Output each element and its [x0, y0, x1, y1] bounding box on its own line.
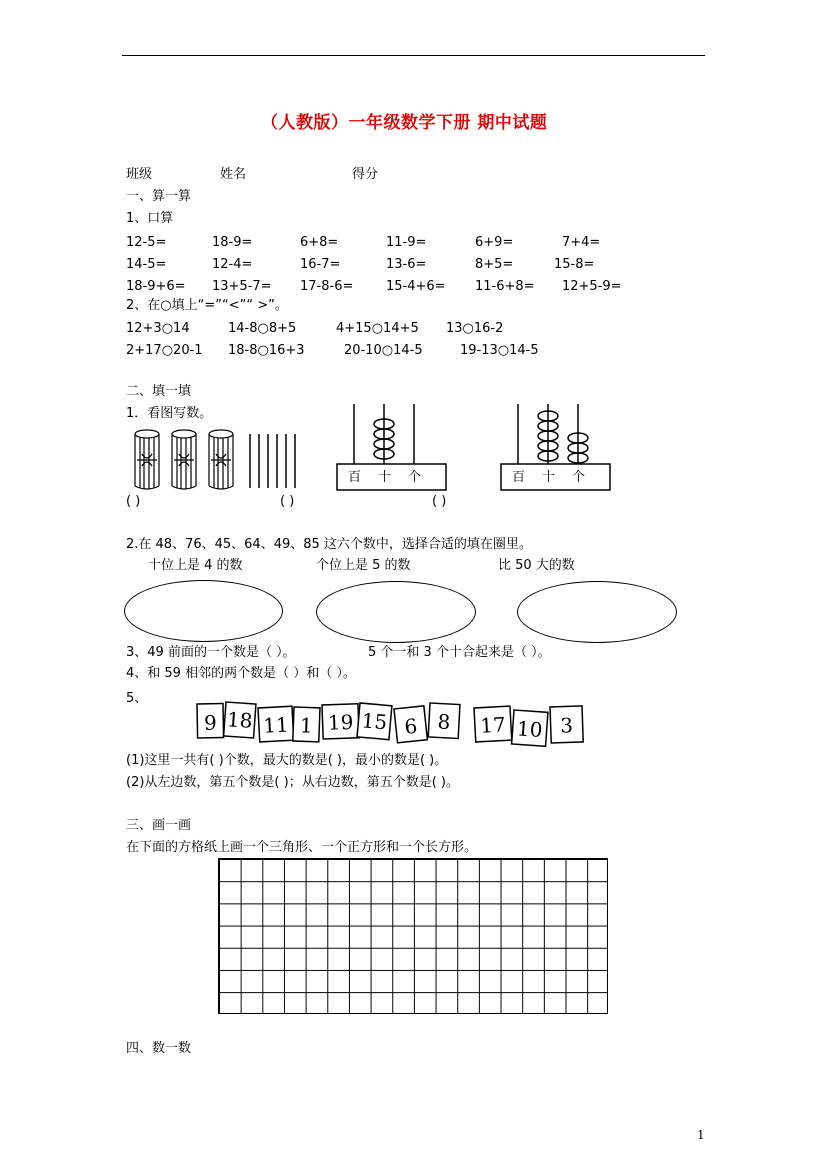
- svg-text:11: 11: [262, 712, 290, 738]
- answer-ellipse[interactable]: [517, 581, 677, 643]
- calc-item: 11-6+8=: [475, 279, 535, 294]
- number-card: [322, 704, 359, 739]
- section1-heading: 一、算一算: [126, 189, 192, 204]
- page-title: （人教版）一年级数学下册 期中试题: [261, 113, 548, 133]
- score-label: 得分: [352, 167, 379, 182]
- compare-item: 18-8○16+3: [228, 343, 305, 358]
- compare-item: 19-13○14-5: [460, 343, 539, 358]
- stick-bundles-figure: [128, 428, 308, 492]
- abacus1-label-hundreds: 百: [348, 470, 362, 485]
- section2-heading: 二、填一填: [126, 384, 192, 399]
- calc-item: 18-9=: [212, 235, 253, 250]
- svg-text:3: 3: [559, 713, 574, 738]
- number-card: [428, 703, 460, 739]
- section3-question: 在下面的方格纸上画一个三角形、一个正方形和一个长方形。: [126, 840, 478, 855]
- section3-heading: 三、画一画: [126, 818, 192, 833]
- svg-text:1: 1: [299, 713, 314, 738]
- name-label: 姓名: [220, 167, 247, 182]
- section4-heading: 四、数一数: [126, 1041, 192, 1056]
- section1-q2: 2、在○填上“=”“<”“ >”。: [126, 298, 288, 313]
- drawing-grid[interactable]: [218, 858, 608, 1014]
- number-card: [512, 710, 548, 746]
- class-label: 班级: [126, 167, 153, 182]
- calc-item: 12-4=: [212, 257, 253, 272]
- abacus1-label-ones: 个: [408, 470, 422, 485]
- single-sticks-icon: [250, 434, 295, 488]
- answer-ellipse[interactable]: [316, 581, 476, 643]
- category-label: 比 50 大的数: [498, 558, 575, 573]
- compare-item: 14-8○8+5: [228, 321, 297, 336]
- calc-item: 16-7=: [300, 257, 341, 272]
- svg-text:17: 17: [479, 712, 507, 738]
- number-cards-figure: [192, 700, 592, 750]
- compare-item: 20-10○14-5: [344, 343, 423, 358]
- calc-item: 17-8-6=: [300, 279, 354, 294]
- section2-q2: 2.在 48、76、45、64、49、85 这六个数中，选择合适的填在圈里。: [126, 537, 532, 552]
- calc-item: 7+4=: [562, 235, 601, 250]
- number-card: [224, 702, 256, 738]
- calc-item: 12+5-9=: [562, 279, 622, 294]
- number-card: [197, 704, 224, 738]
- section2-q5: 5、: [126, 691, 148, 706]
- number-card: [293, 707, 320, 742]
- compare-item: 4+15○14+5: [336, 321, 419, 336]
- abacus2-label-hundreds: 百: [512, 470, 526, 485]
- section2-q5a: (1)这里一共有( )个数，最大的数是( )，最小的数是( )。: [126, 753, 448, 768]
- calc-item: 15-8=: [554, 257, 595, 272]
- svg-text:9: 9: [203, 710, 217, 735]
- abacus2-label-tens: 十: [542, 470, 556, 485]
- stick-bundle-icon: [172, 430, 196, 489]
- svg-text:8: 8: [437, 709, 452, 735]
- category-label: 个位上是 5 的数: [316, 558, 411, 573]
- number-card: [357, 703, 392, 740]
- section2-q4: 4、和 59 相邻的两个数是（ ）和（ ）。: [126, 666, 356, 681]
- abacus2-label-ones: 个: [572, 470, 586, 485]
- answer-blank[interactable]: ( ): [126, 494, 141, 509]
- category-label: 十位上是 4 的数: [148, 558, 243, 573]
- compare-item: 12+3○14: [126, 321, 190, 336]
- section2-q3a: 3、49 前面的一个数是（ ）。: [126, 645, 296, 660]
- svg-text:10: 10: [516, 716, 544, 743]
- number-card: [550, 706, 583, 743]
- compare-item: 13○16-2: [446, 321, 504, 336]
- calc-item: 11-9=: [386, 235, 427, 250]
- svg-text:18: 18: [226, 707, 254, 733]
- stick-bundle-icon: [135, 430, 159, 489]
- answer-blank[interactable]: ( ): [432, 494, 447, 509]
- number-card: [258, 706, 294, 742]
- calc-item: 14-5=: [126, 257, 167, 272]
- number-card: [474, 706, 512, 742]
- page-number: 1: [697, 1128, 705, 1142]
- calc-item: 15-4+6=: [386, 279, 446, 294]
- calc-item: 12-5=: [126, 235, 167, 250]
- calc-item: 13-6=: [386, 257, 427, 272]
- svg-text:15: 15: [360, 708, 389, 735]
- calc-item: 8+5=: [475, 257, 514, 272]
- calc-item: 18-9+6=: [126, 279, 186, 294]
- number-card: [394, 706, 427, 743]
- answer-ellipse[interactable]: [124, 580, 283, 642]
- section1-q1: 1、口算: [126, 211, 174, 226]
- svg-text:6: 6: [403, 713, 419, 739]
- calc-item: 13+5-7=: [212, 279, 272, 294]
- calc-item: 6+8=: [300, 235, 339, 250]
- abacus1-label-tens: 十: [378, 470, 392, 485]
- stick-bundle-icon: [209, 430, 233, 489]
- section2-q1: 1．看图写数。: [126, 406, 213, 421]
- section2-q3b: 5 个一和 3 个十合起来是（ ）。: [368, 645, 551, 660]
- section2-q5b: (2)从左边数，第五个数是( )；从右边数，第五个数是( )。: [126, 775, 459, 790]
- answer-blank[interactable]: ( ): [280, 494, 295, 509]
- compare-item: 2+17○20-1: [126, 343, 203, 358]
- header-rule: [122, 55, 705, 56]
- calc-item: 6+9=: [475, 235, 514, 250]
- svg-text:19: 19: [327, 709, 354, 735]
